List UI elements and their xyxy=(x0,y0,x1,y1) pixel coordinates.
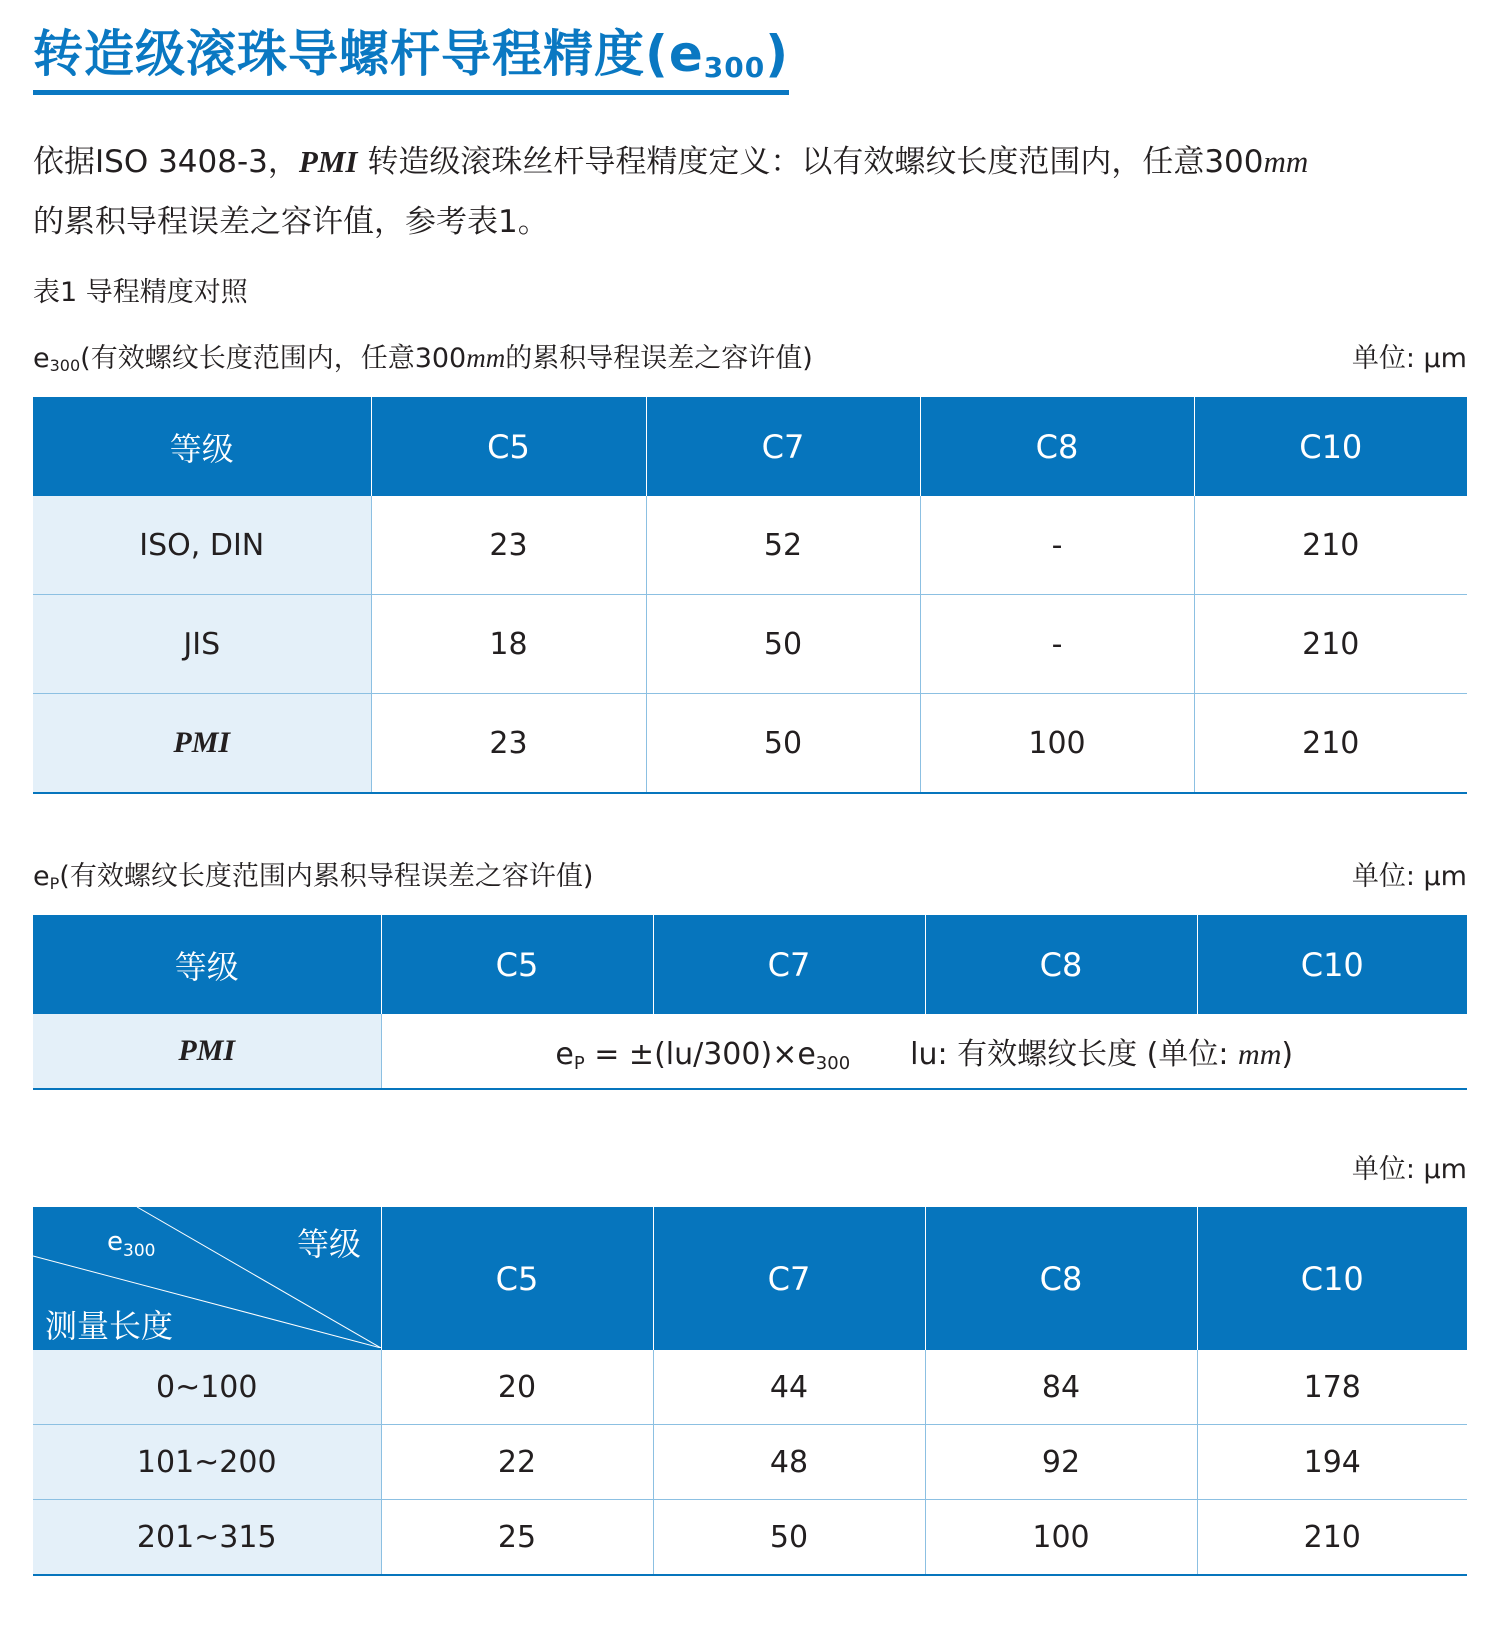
row-header: 101~200 xyxy=(33,1425,381,1500)
table-cell: 50 xyxy=(646,694,920,794)
table-cell: 210 xyxy=(1197,1500,1467,1576)
table-cell: 50 xyxy=(653,1500,925,1576)
table-cell: 50 xyxy=(646,595,920,694)
header-c8: C8 xyxy=(925,1207,1197,1350)
table-row xyxy=(33,595,1467,694)
table1-label: $e_{300}$(有效螺纹长度范围内，任意300mm的累积导程误差之容许值) 单位: μm xyxy=(33,336,1467,375)
unit-label: 单位: μm xyxy=(1351,1154,1467,1185)
lead-accuracy-table-by-length xyxy=(33,1207,1467,1576)
corner-header xyxy=(33,1207,381,1350)
lead-accuracy-table-e300 xyxy=(33,397,1467,794)
table-row xyxy=(33,1425,1467,1500)
table-cell: 44 xyxy=(653,1350,925,1425)
row-header: PMI xyxy=(33,694,371,794)
header-c8: C8 xyxy=(925,915,1197,1014)
corner-grade: 等级 xyxy=(297,1225,362,1263)
table-cell: 210 xyxy=(1194,694,1467,794)
table-row xyxy=(33,1014,1467,1089)
table-cell: 25 xyxy=(381,1500,653,1576)
header-c10: C10 xyxy=(1197,915,1467,1014)
table2-label: $e_P$(有效螺纹长度范围内累积导程误差之容许值) 单位: μm xyxy=(33,854,1467,893)
table-cell: 22 xyxy=(381,1425,653,1500)
table-cell: 100 xyxy=(925,1500,1197,1576)
header-c5: C5 xyxy=(381,915,653,1014)
table-cell: 178 xyxy=(1197,1350,1467,1425)
table-cell: 92 xyxy=(925,1425,1197,1500)
header-c7: C7 xyxy=(646,397,920,496)
table-cell: 52 xyxy=(646,496,920,595)
table-cell: 23 xyxy=(371,694,646,794)
brand-text: PMI xyxy=(298,144,358,179)
table-cell: 48 xyxy=(653,1425,925,1500)
row-header: 201~315 xyxy=(33,1500,381,1576)
table-cell: 84 xyxy=(925,1350,1197,1425)
table-cell: 210 xyxy=(1194,595,1467,694)
table-cell: 20 xyxy=(381,1350,653,1425)
table-cell: - xyxy=(920,595,1194,694)
header-c5: C5 xyxy=(371,397,646,496)
formula-cell: $e_P = \pm(lu/300)\times e_{300}$ lu: 有效螺纹长度 (单位: mm) xyxy=(381,1014,1467,1089)
header-c8: C8 xyxy=(920,397,1194,496)
table-caption: 表1 导程精度对照 xyxy=(33,277,248,308)
header-grade: 等级 xyxy=(33,915,381,1014)
table-row xyxy=(33,1350,1467,1425)
row-header: ISO, DIN xyxy=(33,496,371,595)
row-header: PMI xyxy=(33,1014,381,1089)
header-c10: C10 xyxy=(1194,397,1467,496)
header-c7: C7 xyxy=(653,915,925,1014)
corner-length: 测量长度 xyxy=(45,1307,174,1345)
unit-label: 单位: μm xyxy=(1351,343,1467,374)
table-cell: 194 xyxy=(1197,1425,1467,1500)
unit-label: 单位: μm xyxy=(1351,861,1467,892)
table-cell: 18 xyxy=(371,595,646,694)
table-cell: 210 xyxy=(1194,496,1467,595)
table-row xyxy=(33,1500,1467,1576)
table-cell: - xyxy=(920,496,1194,595)
table-row xyxy=(33,496,1467,595)
header-c10: C10 xyxy=(1197,1207,1467,1350)
intro-paragraph: 依据ISO 3408-3，PMI 转造级滚珠丝杆导程精度定义：以有效螺纹长度范围内，任意300mm 的累积导程误差之容许值，参考表1。 xyxy=(33,144,1309,240)
row-header: JIS xyxy=(33,595,371,694)
header-c5: C5 xyxy=(381,1207,653,1350)
table-row xyxy=(33,694,1467,794)
lead-accuracy-table-ep xyxy=(33,915,1467,1090)
header-grade: 等级 xyxy=(33,397,371,496)
header-c7: C7 xyxy=(653,1207,925,1350)
table-cell: 100 xyxy=(920,694,1194,794)
row-header: 0~100 xyxy=(33,1350,381,1425)
corner-e300: $e_{300}$ xyxy=(107,1227,156,1262)
table-cell: 23 xyxy=(371,496,646,595)
page-title: 转造级滚珠导螺杆导程精度$(e_{300})$ xyxy=(33,14,789,95)
